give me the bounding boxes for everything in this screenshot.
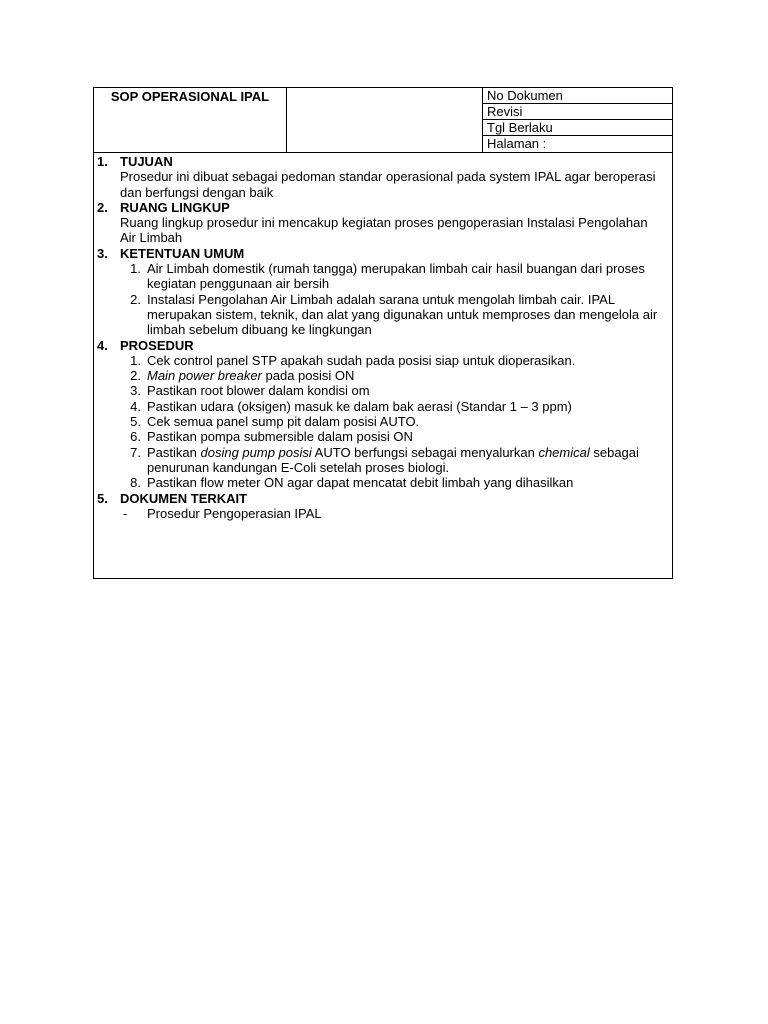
list-item-marker: - bbox=[123, 505, 128, 521]
list-item-text bbox=[147, 506, 660, 521]
section-tujuan bbox=[94, 154, 672, 200]
text-segment: Pastikan root blower dalam kondisi om bbox=[147, 383, 370, 399]
list-item bbox=[94, 368, 672, 383]
meta-halaman: Halaman : bbox=[487, 136, 547, 151]
list-item bbox=[94, 445, 672, 476]
document-title: SOP OPERASIONAL IPAL bbox=[94, 88, 287, 152]
section-prosedur bbox=[94, 338, 672, 491]
section-paragraph: Ruang lingkup prosedur ini mencakup kegiatan proses pengoperasian Instalasi Pengolahan Air Limbah bbox=[120, 215, 648, 246]
list-item bbox=[94, 429, 672, 444]
list-item-marker: 2. bbox=[130, 368, 141, 384]
list-item bbox=[94, 475, 672, 490]
section-number: 2. bbox=[97, 199, 108, 215]
section-heading bbox=[94, 338, 672, 353]
list-item-text bbox=[147, 292, 660, 338]
italic-text: Main power breaker bbox=[147, 368, 262, 384]
list-item bbox=[94, 261, 672, 292]
list-item-text bbox=[147, 261, 660, 292]
section-ruang-lingkup bbox=[94, 200, 672, 246]
list-item-marker: 4. bbox=[130, 398, 141, 414]
list-item bbox=[94, 414, 672, 429]
text-segment: sebagai penurunan kandungan E-Coli setelah proses biologi. bbox=[147, 444, 639, 475]
document-meta bbox=[483, 88, 672, 152]
meta-tgl-berlaku: Tgl Berlaku bbox=[483, 120, 672, 136]
section-paragraph: Prosedur ini dibuat sebagai pedoman standar operasional pada system IPAL agar beroperasi dan berfungsi dengan baik bbox=[120, 169, 656, 200]
text-segment: Cek control panel STP apakah sudah pada posisi siap untuk dioperasikan. bbox=[147, 352, 576, 368]
list-item-marker: 3. bbox=[130, 383, 141, 399]
list-item-marker: 6. bbox=[130, 429, 141, 445]
sop-document bbox=[93, 87, 673, 579]
text-segment: Pastikan flow meter ON agar dapat mencatat debit limbah yang dihasilkan bbox=[147, 475, 574, 491]
section-list bbox=[94, 261, 672, 337]
header-blank-cell bbox=[287, 88, 483, 152]
section-heading bbox=[94, 246, 672, 261]
section-title: DOKUMEN TERKAIT bbox=[120, 490, 248, 506]
text-segment: AUTO berfungsi sebagai menyalurkan bbox=[311, 444, 539, 460]
section-title: PROSEDUR bbox=[120, 337, 194, 353]
list-item-text bbox=[147, 383, 660, 398]
section-heading bbox=[94, 491, 672, 506]
list-item-marker: 1. bbox=[130, 352, 141, 368]
list-item-text bbox=[147, 475, 660, 490]
meta-no-dokumen: No Dokumen bbox=[483, 88, 672, 104]
document-header bbox=[94, 88, 672, 153]
text-segment: Instalasi Pengolahan Air Limbah adalah sarana untuk mengolah limbah cair. IPAL merupakan sistem, teknik, dan alat yang digunakan untuk memproses dan mengelola air limbah sebelum dibuang ke lingkungan bbox=[147, 291, 658, 338]
list-item-text bbox=[147, 353, 660, 368]
list-item-marker: 7. bbox=[130, 444, 141, 460]
section-list bbox=[94, 353, 672, 491]
text-segment: Pastikan bbox=[147, 444, 201, 460]
italic-text: dosing pump posisi bbox=[200, 444, 312, 460]
document-body bbox=[94, 153, 672, 578]
list-item-text bbox=[147, 429, 660, 444]
section-heading bbox=[94, 154, 672, 169]
section-list bbox=[94, 506, 672, 521]
section-number: 3. bbox=[97, 245, 108, 261]
list-item bbox=[94, 506, 672, 521]
text-segment: Cek semua panel sump pit dalam posisi AUTO. bbox=[147, 414, 420, 430]
text-segment: Pastikan udara (oksigen) masuk ke dalam bak aerasi (Standar 1 – 3 ppm) bbox=[147, 398, 572, 414]
list-item-text bbox=[147, 399, 660, 414]
section-ketentuan-umum bbox=[94, 246, 672, 338]
section-heading bbox=[94, 200, 672, 215]
list-item bbox=[94, 353, 672, 368]
list-item-marker: 2. bbox=[130, 291, 141, 307]
text-segment: pada posisi ON bbox=[261, 368, 355, 384]
list-item-marker: 8. bbox=[130, 475, 141, 491]
italic-text: chemical bbox=[538, 444, 590, 460]
text-segment: Air Limbah domestik (rumah tangga) merupakan limbah cair hasil buangan dari proses kegiatan penggunaan air bersih bbox=[147, 261, 645, 292]
section-number: 5. bbox=[97, 490, 108, 506]
section-number: 4. bbox=[97, 337, 108, 353]
section-title: KETENTUAN UMUM bbox=[120, 245, 245, 261]
text-segment: Prosedur Pengoperasian IPAL bbox=[147, 505, 322, 521]
section-dokumen-terkait bbox=[94, 491, 672, 522]
list-item-text bbox=[147, 368, 660, 383]
meta-revisi: Revisi bbox=[483, 104, 672, 120]
section-title: TUJUAN bbox=[120, 154, 173, 169]
list-item-marker: 5. bbox=[130, 414, 141, 430]
list-item-text bbox=[147, 414, 660, 429]
section-title: RUANG LINGKUP bbox=[120, 199, 230, 215]
list-item bbox=[94, 399, 672, 414]
list-item bbox=[94, 383, 672, 398]
section-number: 1. bbox=[97, 154, 108, 169]
list-item-marker: 1. bbox=[130, 261, 141, 277]
list-item bbox=[94, 292, 672, 338]
text-segment: Pastikan pompa submersible dalam posisi ON bbox=[147, 429, 413, 445]
list-item-text bbox=[147, 445, 660, 476]
